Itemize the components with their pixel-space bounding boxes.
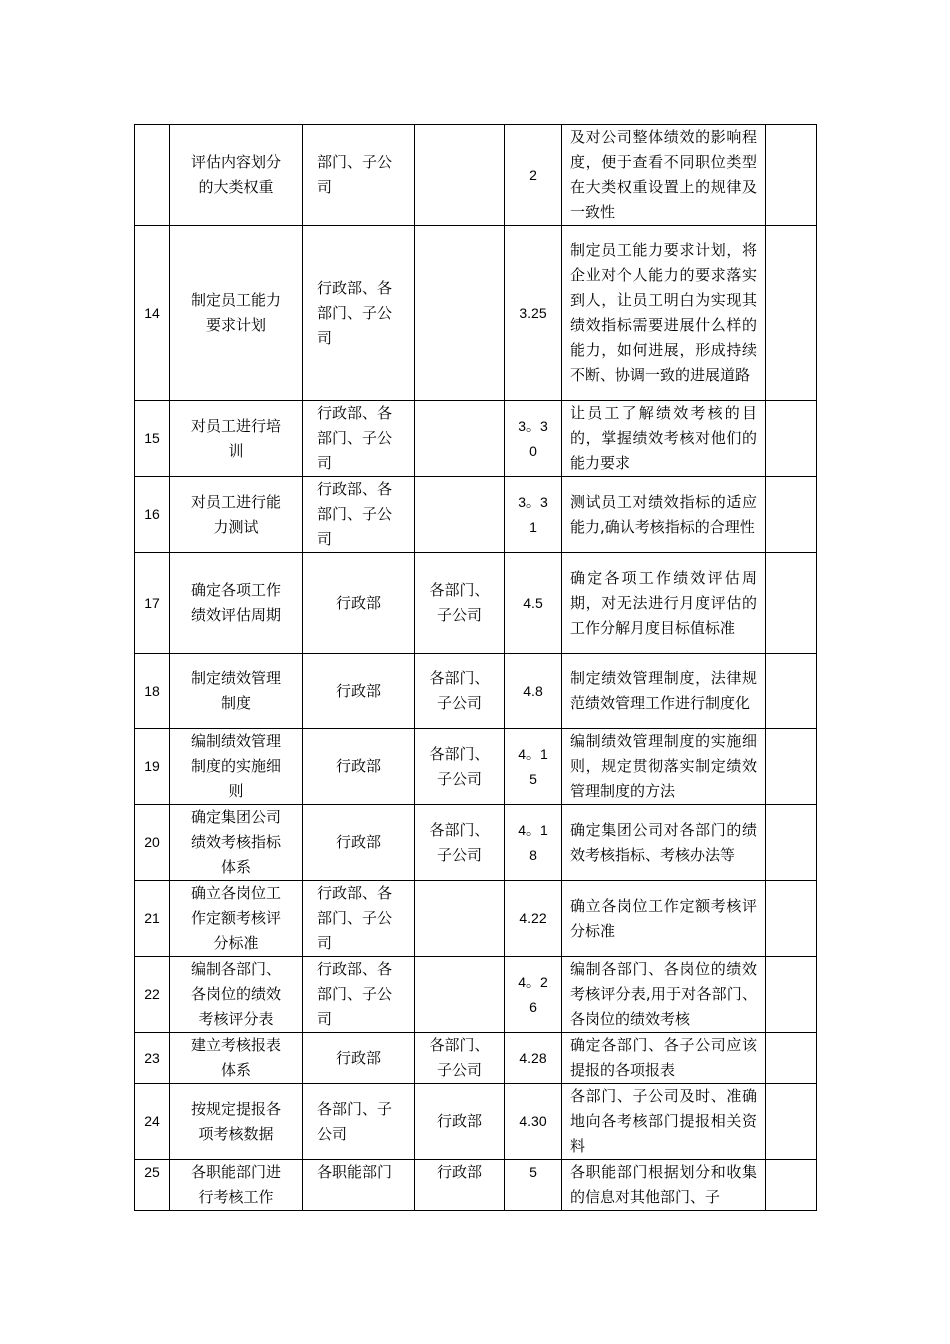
- row-number: 17: [135, 553, 170, 654]
- table-row: [135, 654, 817, 729]
- table-row: [135, 401, 817, 477]
- task-cell: 各职能部门进 行考核工作: [170, 1160, 303, 1211]
- note-cell: [766, 125, 817, 226]
- note-cell: [766, 1160, 817, 1211]
- note-cell: [766, 401, 817, 477]
- responsible-cell: 行政部、各 部门、子公 司: [303, 477, 415, 553]
- table-row: [135, 226, 817, 401]
- description-cell: 制定绩效管理制度，法律规范绩效管理工作进行制度化: [562, 654, 766, 729]
- responsible-cell: 行政部、各 部门、子公 司: [303, 226, 415, 401]
- table-row: [135, 1033, 817, 1084]
- description-cell: 编制各部门、各岗位的绩效考核评分表,用于对各部门、各岗位的绩效考核: [562, 957, 766, 1033]
- cooperate-cell: 各部门、 子公司: [415, 654, 505, 729]
- note-cell: [766, 729, 817, 805]
- responsible-cell: 行政部: [303, 805, 415, 881]
- time-cell: 4。2 6: [505, 957, 562, 1033]
- cooperate-cell: [415, 957, 505, 1033]
- task-cell: 编制绩效管理 制度的实施细 则: [170, 729, 303, 805]
- table-row: [135, 805, 817, 881]
- row-number: 18: [135, 654, 170, 729]
- time-cell: 5: [505, 1160, 562, 1211]
- table-row: [135, 553, 817, 654]
- task-cell: 制定绩效管理 制度: [170, 654, 303, 729]
- note-cell: [766, 805, 817, 881]
- note-cell: [766, 654, 817, 729]
- description-cell: 各职能部门根据划分和收集的信息对其他部门、子: [562, 1160, 766, 1211]
- cooperate-cell: 各部门、 子公司: [415, 553, 505, 654]
- task-cell: 制定员工能力 要求计划: [170, 226, 303, 401]
- cooperate-cell: 各部门、 子公司: [415, 729, 505, 805]
- row-number: [135, 125, 170, 226]
- table-row: [135, 729, 817, 805]
- time-cell: 3.25: [505, 226, 562, 401]
- time-cell: 4。1 5: [505, 729, 562, 805]
- row-number: 20: [135, 805, 170, 881]
- time-cell: 4.30: [505, 1084, 562, 1160]
- responsible-cell: 行政部、各 部门、子公 司: [303, 401, 415, 477]
- task-cell: 按规定提报各 项考核数据: [170, 1084, 303, 1160]
- description-cell: 确立各岗位工作定额考核评分标准: [562, 881, 766, 957]
- responsible-cell: 行政部: [303, 729, 415, 805]
- note-cell: [766, 553, 817, 654]
- row-number: 24: [135, 1084, 170, 1160]
- cooperate-cell: [415, 125, 505, 226]
- row-number: 21: [135, 881, 170, 957]
- row-number: 15: [135, 401, 170, 477]
- table-row: [135, 1160, 817, 1211]
- responsible-cell: 部门、子公 司: [303, 125, 415, 226]
- cooperate-cell: [415, 401, 505, 477]
- table-row: [135, 881, 817, 957]
- description-cell: 测试员工对绩效指标的适应能力,确认考核指标的合理性: [562, 477, 766, 553]
- task-cell: 确定集团公司 绩效考核指标 体系: [170, 805, 303, 881]
- task-cell: 建立考核报表 体系: [170, 1033, 303, 1084]
- responsible-cell: 各职能部门: [303, 1160, 415, 1211]
- description-cell: 让员工了解绩效考核的目的，掌握绩效考核对他们的能力要求: [562, 401, 766, 477]
- note-cell: [766, 881, 817, 957]
- description-cell: 各部门、子公司及时、准确地向各考核部门提报相关资料: [562, 1084, 766, 1160]
- cooperate-cell: 行政部: [415, 1084, 505, 1160]
- time-cell: 4.8: [505, 654, 562, 729]
- description-cell: 确定集团公司对各部门的绩效考核指标、考核办法等: [562, 805, 766, 881]
- description-cell: 确定各项工作绩效评估周期，对无法进行月度评估的工作分解月度目标值标准: [562, 553, 766, 654]
- task-cell: 编制各部门、 各岗位的绩效 考核评分表: [170, 957, 303, 1033]
- row-number: 19: [135, 729, 170, 805]
- table-row: [135, 125, 817, 226]
- task-cell: 对员工进行培 训: [170, 401, 303, 477]
- note-cell: [766, 1084, 817, 1160]
- note-cell: [766, 957, 817, 1033]
- row-number: 14: [135, 226, 170, 401]
- row-number: 16: [135, 477, 170, 553]
- responsible-cell: 行政部: [303, 553, 415, 654]
- time-cell: 4.22: [505, 881, 562, 957]
- row-number: 25: [135, 1160, 170, 1211]
- table-row: [135, 957, 817, 1033]
- table-row: [135, 1084, 817, 1160]
- responsible-cell: 各部门、子 公司: [303, 1084, 415, 1160]
- table-row: [135, 477, 817, 553]
- cooperate-cell: 各部门、 子公司: [415, 1033, 505, 1084]
- time-cell: 3。3 0: [505, 401, 562, 477]
- description-cell: 编制绩效管理制度的实施细则，规定贯彻落实制定绩效管理制度的方法: [562, 729, 766, 805]
- row-number: 23: [135, 1033, 170, 1084]
- responsible-cell: 行政部: [303, 654, 415, 729]
- responsible-cell: 行政部: [303, 1033, 415, 1084]
- responsible-cell: 行政部、各 部门、子公 司: [303, 957, 415, 1033]
- task-cell: 评估内容划分 的大类权重: [170, 125, 303, 226]
- description-cell: 确定各部门、各子公司应该提报的各项报表: [562, 1033, 766, 1084]
- time-cell: 2: [505, 125, 562, 226]
- row-number: 22: [135, 957, 170, 1033]
- time-cell: 3。3 1: [505, 477, 562, 553]
- task-table: [134, 124, 817, 1211]
- task-cell: 确定各项工作 绩效评估周期: [170, 553, 303, 654]
- time-cell: 4.28: [505, 1033, 562, 1084]
- note-cell: [766, 226, 817, 401]
- description-cell: 及对公司整体绩效的影响程度，便于查看不同职位类型在大类权重设置上的规律及一致性: [562, 125, 766, 226]
- description-cell: 制定员工能力要求计划，将企业对个人能力的要求落实到人，让员工明白为实现其绩效指标需要进展什么样的能力，如何进展，形成持续不断、协调一致的进展道路: [562, 226, 766, 401]
- cooperate-cell: [415, 226, 505, 401]
- time-cell: 4。1 8: [505, 805, 562, 881]
- responsible-cell: 行政部、各 部门、子公 司: [303, 881, 415, 957]
- cooperate-cell: [415, 477, 505, 553]
- note-cell: [766, 1033, 817, 1084]
- cooperate-cell: 各部门、 子公司: [415, 805, 505, 881]
- cooperate-cell: 行政部: [415, 1160, 505, 1211]
- time-cell: 4.5: [505, 553, 562, 654]
- cooperate-cell: [415, 881, 505, 957]
- task-cell: 确立各岗位工 作定额考核评 分标准: [170, 881, 303, 957]
- task-cell: 对员工进行能 力测试: [170, 477, 303, 553]
- note-cell: [766, 477, 817, 553]
